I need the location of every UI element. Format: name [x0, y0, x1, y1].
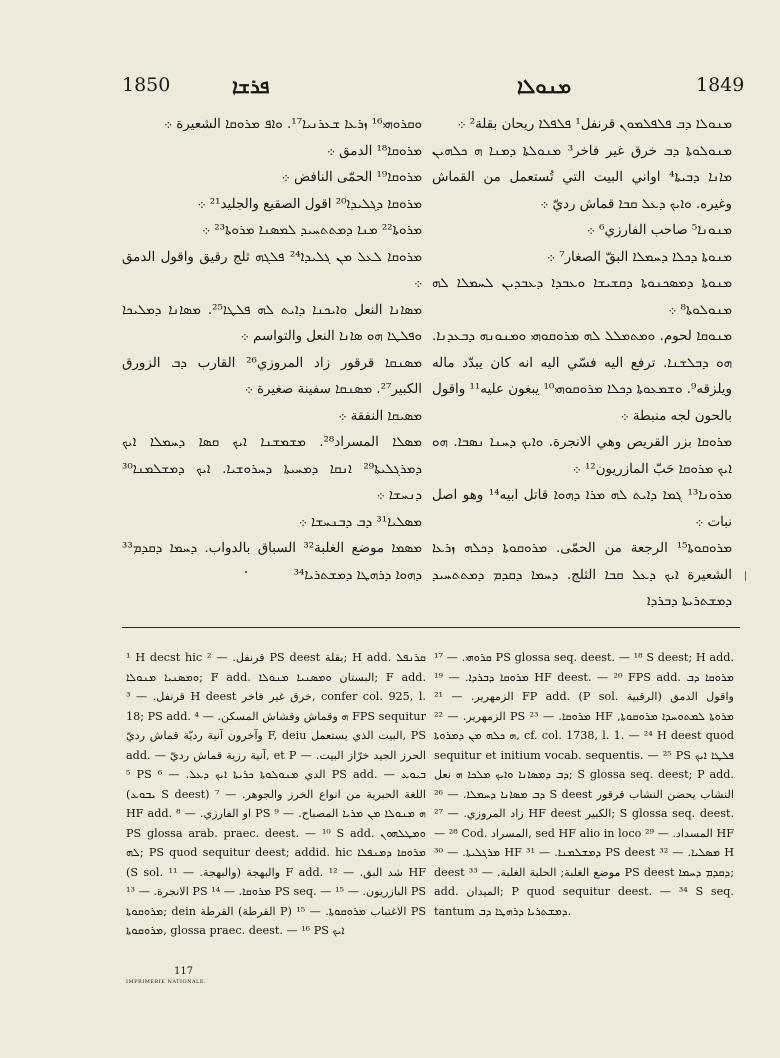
entry: ܡܪܘܬܐ²² ܡܢܐ ܕܡܬܬܚܝܕ ܠܡܣܢܐ ܡܪܘܬܐ²³ ܀ [201, 223, 422, 238]
running-head-left: ܦܪܫܐ [232, 74, 270, 98]
printer-imprint: IMPRIMERIE NATIONALE. [126, 979, 207, 985]
entry: ܡܪܘܩܐ ܕܓܠܝܕܐ²⁰ اقول الصقيع والجليد²¹ ܀ [197, 196, 422, 212]
ink-speck [245, 571, 247, 573]
entry: ܡܢܘܬܐ ܕܟܠܐ ܕܚܡܠܐ البقّ الصغار⁷ ܀ [546, 249, 732, 265]
entry: ܡܢܘܬܐ ܕܡܣܟܢܘܬܐ ܕܩܫܝܫܐ ܘܥܒܕܐ ܕܥܒܕܝܢ ܠܚܡܠܐ ܠܗ ܡܢܘܠܘܬܐ⁸ ܀ [432, 276, 732, 318]
entry: ܡܪܘܩܐ¹⁹ الحمّى النافض ܀ [281, 170, 422, 185]
footnote-divider [122, 627, 740, 628]
left-text-column [122, 112, 422, 589]
signature-mark: 117 [174, 966, 194, 977]
entry: ܡܪܘܩܐ¹⁸ الدمق ܀ [326, 143, 422, 159]
right-text-column [432, 112, 732, 616]
margin-mark [745, 571, 746, 581]
entry: ܡܣܝܩܐ النفقة ܀ [338, 408, 422, 424]
footnotes-right: ܩܪܘܗܝ. — ¹⁷ PS glossa seq. deest. — ¹⁸ S deest; H add. ܡܪܘܩܐ ܕܒܪܕܐ. — ¹⁹ HF deest. — ²⁰ FPS add. ܡܪܘܩܐ ܕܒ الزمهرير. — ²¹ FP add. (P sol. الرقبية) واقول الدمق الزمهرير. — ²² PS ܡܪܘܩܐ. — ²³ HF ܡܪܘܬܐ ܠܡܬܘܚܕܐ ܡܪܘܩܘܬܐ, ܗ ܟܠܗ ܡܢ ܕܡܪܘܬܐ, cf. col. 1738, l. 1. — ²⁴ H deest quod sequitur et initium vocab. sequentis. — ²⁵ PS ܦܠܛܐ ܐܝܟ ܕܒ ܕܡܣܐܢܐ ܘܐܝܟ ܡܠܟܐ ܗ نعل; S glossa seq. deest; P add. ܕܒ ܡܣܐܢܐ ܕܚܡܠܐ. — ²⁶ S deest النشاب يحضن النشاب قرقور زاد المروزي. — ²⁷ HF deest الكبير; S glossa seq. deest. — ²⁸ Cod. المسراد, sed HF alio in loco المسداد. — ²⁹ HF ܡܪܓܠܝܬܐ. — ³⁰ HF ܕܡܫܠܡܢܐ. — ³¹ PS deest ܡܣܠܝܐ. — ³² H deest موضع الغلبة; الحلبة الغلبة. — ³³ PS deest ܕܩܕܡ ܕܚܡܐ; add. الميدان; P quod sequitur deest. — ³⁴ S seq. tantum ܕܡܫܬܪܝܐ ܕܪܗܛܐ ܕܒ. [434, 651, 735, 918]
page-number-left: 1850 [122, 74, 171, 96]
footnotes-left: ¹ H decst hic قرنفل. — ² PS deest بقلة; H add. ܩܪܢܦܠ ܘܡܣܢܝܐ ܡܢܘܠܐ; F add. البستان ܘܡܣܢܝܐ ܡܢܘܠܐ; F add. قرنفل. — ³ H deest خرق غير فاخر, confer col. 925, l. 18; PS add. ܗ وقماش وقشاش المسكن. — ⁴ FPS sequitur وآخرون آنية رديّة قماش رديّ F, deiu البيت الذي يستعمل, PS add. — آنية رزية قماش رديّ, et P الحرز الجيد خرّاز البيت. — ⁵ PS الدي ܡܢܘܠܘܬܐ ܟܪܝܬܐ ܐܝܟ ܕܥܠ. — ⁶ PS add. — ܒܝܘܥ (ܝܒܘܥ S deest) اللغة الحبرية من انواع الخرز والجوهر. — ⁷ HF add. او الفارزي. — ⁸ PS ܗ ܡܢܘܠܐ ܡܢ ܡܪܝܐ المصباح. — ⁹ PS glossa arab. praec. deest. — ¹⁰ S add. ܘܡܛܠܗܘܢ ܠܗ; PS quod sequitur deest; addid. hic ܡܪܘܩܐ ܕܡܢܦܠܐ (S sol. والبهجة (والبهجة. — ¹¹ F add. شد البق. — ¹² HF الانجرة. — ¹³ PS ܡܪܘܩܐ. — ¹⁴ PS seq. — البازريون. — ¹⁵ PS ܡܪܘܩܘܬܐ; dein القرطة (القرطة P) الاغتباب ܡܪܘܩܘܬܐ. — ¹⁵ PS ܡܪܘܩܘܬܐ, glossa praec. deest. — ¹⁶ PS ܐܝܟ [126, 651, 427, 937]
entry: ܡܣܡܐ موضع الغلبة³² السباق بالدواب. ܕܚܡܐ ܕܩܕܡ³³ ܕܗܘܐ ܕܪܗܛܐ ܕܡܫܬܪܝܐ³⁴ [122, 541, 422, 583]
entry: ܡܣܠܝܐ³¹ ܕܒ ܕܒܢܚܫܐ ܀ [298, 514, 422, 530]
entry: ܡܣܐܢܐ النعل ܘܐܝܟܢܐ ܕܐܝܬ ܠܗ ܦܠܛܐ²⁵. ܡܣܐܢܐ ܕܡܠܝܟܐ ܘܦܠܛܐ ܗܘ ܣܐܢܐ النعل والتواسم ܀ [122, 302, 423, 344]
entry: ܡܪܘܩܐ بزر القريص وهي الانجرة. ܘܐܝܟ ܕܚܢܐ ܢܣܒܐ. ܗܘ ܐܝܟ ܡܪܘܩܐ حَبّ المازريون¹² ܀ [432, 435, 732, 477]
entry: ܡܪܘܩܐ ܠܥܠ ܡܢ ܓܠܝܕܐ²⁴ ܦܠܓܗ ثلج رقيق واقول الدمق ܀ [122, 249, 422, 291]
entry: ܡܢܘܠܐ ܕܒ ܦܠܦܠܡܘܢ قرنفل¹ ܦܠܦܠܐ ريحان بقلة² ܀ [457, 117, 732, 132]
entry: ܘܩܪܘܗܝ¹⁶ ܙܪܥܐ ܫܥܪܢܝܐ¹⁷. ܘܐܦ ܡܪܘܩܐ الشعيرة ܀ [163, 117, 422, 132]
entry: ܡܣܠܐ المسراد²⁸. ܡܫܡܫܢܐ ܐܝܟ ܩܣܐ ܕܚܡܠܐ ܐܝܟ ܕܡܪܓܠܝܬܐ²⁹ ܐܢܩܐ ܕܡܚܝܬܐ ܕܚܪܘܫܝܐ. ܐܝܟ ܕܡܫܠܡܢܐ³⁰ ܕܢܚܫܐ ܀ [122, 435, 422, 503]
running-head-right: ܡܢܘܠܐ [517, 74, 572, 98]
entry: ܡܣܢܩܐ قرقور زاد المروزي²⁶ القارب ܕܒ الزورق الكبير²⁷. ܡܣܢܩܐ سفينة صغيرة ܀ [122, 355, 422, 397]
entry: ܡܢܘܠܘܬܐ ܕܒ خرق غير فاخر³ ܡܢܘܠܬܐ ܕܡܢܐ ܗ ܟܠܗܝܢ ܡܐܢܐ ܕܒܝܬܐ⁴ اواني البيت التي تُستعمل من القماش وغيره. ܘܐܝܟ ܕܥܠ ܩܒܐ قماش رديّ ܀ [432, 143, 733, 212]
entry: ܡܢܘܢܐ⁵ صاحب الفارزي⁶ ܀ [586, 223, 732, 238]
entry: ܡܪܘܢܐ¹³ ܓܡܐ ܕܐܝܬ ܠܗ ܡܪܐ ܕܗܘܐ قاتل ابيه¹⁴ وهو اصل نبات ܀ [432, 488, 732, 530]
page-number-right: 1849 [696, 74, 745, 96]
entry: ܡܪܘܩܘܬܐ¹⁵ الرجعة من الحمّى. ܡܪܘܩܘܬܐ ܕܟܠܗ ܙܪܥܐ الشعيرة ܐܝܟ ܕܥܠ ܩܒܐ الثلج. ܕܚܡܐ ܕܩܕܡ ܕܡܬܬܚܝܕ ܕܡܫܬܪܝܬܐ ܕܒܪܕܐ [432, 541, 732, 609]
entry: ܡܢܘܩܐ لحوم. ܘܡܬܡܠܠ ܠܗ ܡܪܘܩܘܗܝ ܘܡܢܘܢܗ ܕܒܥܕܢܐ. ܗܘ ܕܒܠܫܢܐ. ترفع اليه فسّي اليه انه كان يبدّد ماله ويلزقه⁹. ܘܫܡܥܘܬܐ ܕܟܠܐ ܡܪܘܩܘܗܝ¹⁰ يبغون عليه¹¹ واقول بالحون لجه منبطة ܀ [432, 329, 732, 424]
